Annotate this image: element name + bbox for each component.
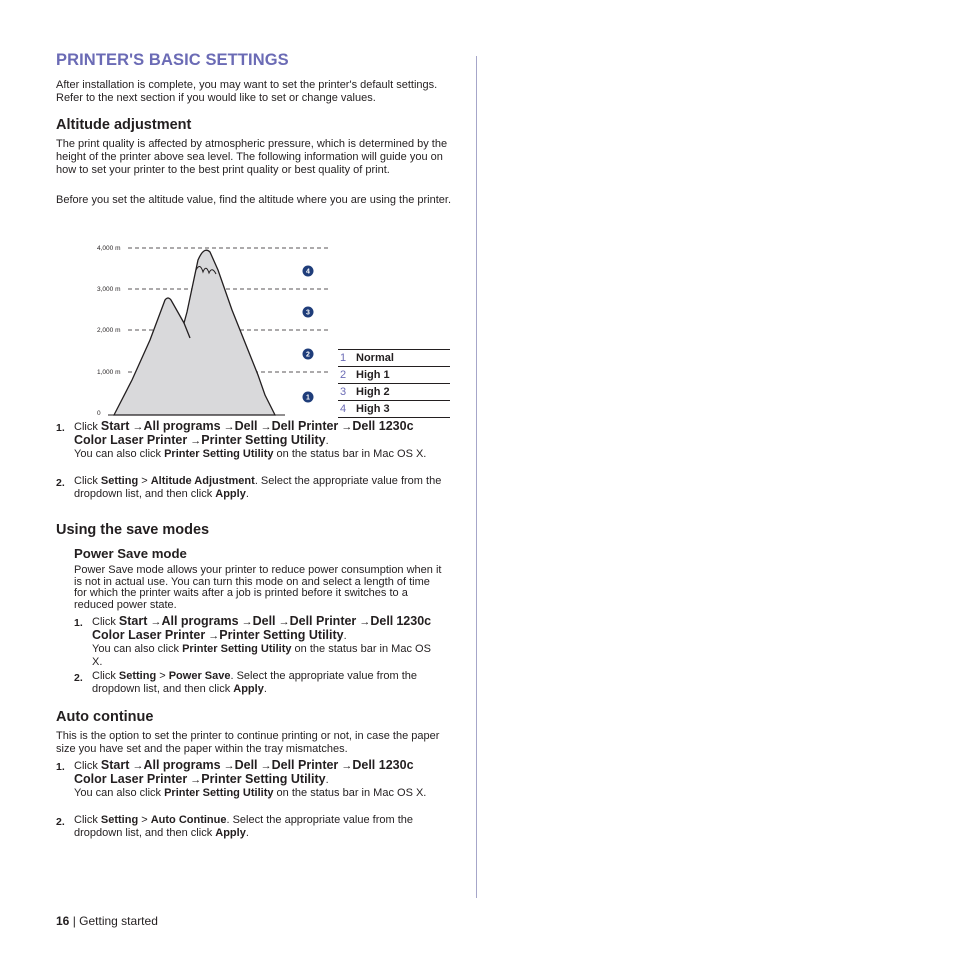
auto-continue-step-1: Click Start →All programs →Dell →Dell Printer →Dell 1230c Color Laser Printer →Printer Setting Utility. You can also click Printer Setting Utility on the status bar in Mac OS X. bbox=[74, 758, 427, 799]
axis-label-1000: 1,000 m bbox=[97, 369, 121, 376]
column-divider bbox=[476, 56, 477, 898]
step-number: 2. bbox=[56, 816, 65, 828]
step-number: 1. bbox=[56, 422, 65, 434]
step-number: 1. bbox=[56, 761, 65, 773]
altitude-paragraph-2: Before you set the altitude value, find the altitude where you are using the printer. bbox=[56, 194, 452, 206]
altitude-step-2: Click Setting > Altitude Adjustment. Select the appropriate value from the dropdown list, and then click Apply. bbox=[74, 475, 442, 500]
altitude-legend bbox=[338, 349, 450, 418]
save-modes-heading: Using the save modes bbox=[56, 522, 210, 538]
legend-row: 4 High 3 bbox=[338, 401, 450, 418]
axis-label-2000: 2,000 m bbox=[97, 327, 121, 334]
step-number: 1. bbox=[74, 617, 83, 629]
auto-continue-heading: Auto continue bbox=[56, 709, 154, 725]
marker-3-label: 3 bbox=[306, 309, 310, 317]
step-number: 2. bbox=[74, 672, 83, 684]
intro-paragraph: After installation is complete, you may want to set the printer's default settings. Refer to the next section if you would like to set or change values. bbox=[56, 79, 438, 104]
marker-4-label: 4 bbox=[306, 268, 310, 276]
power-save-step-1: Click Start →All programs →Dell →Dell Printer →Dell 1230c Color Laser Printer →Printer Setting Utility. You can also click Printer Setting Utility on the status bar in Mac OS X. bbox=[92, 614, 432, 668]
power-save-step-2: Click Setting > Power Save. Select the appropriate value from the dropdown list, and then click Apply. bbox=[92, 670, 417, 695]
axis-label-3000: 3,000 m bbox=[97, 286, 121, 293]
axis-label-4000: 4,000 m bbox=[97, 245, 121, 252]
legend-row: 1 Normal bbox=[338, 350, 450, 367]
page-title: PRINTER'S BASIC SETTINGS bbox=[56, 51, 289, 69]
step-number: 2. bbox=[56, 477, 65, 489]
auto-continue-step-2: Click Setting > Auto Continue. Select the appropriate value from the dropdown list, and then click Apply. bbox=[74, 814, 413, 839]
axis-label-0: 0 bbox=[97, 410, 101, 417]
altitude-paragraph-1: The print quality is affected by atmospheric pressure, which is determined by the height of the printer above sea level. The following information will guide you on how to set your printer to the best print quality or best quality of print. bbox=[56, 138, 448, 176]
auto-continue-paragraph: This is the option to set the printer to continue printing or not, in case the paper size you have set and the paper within the tray mismatches. bbox=[56, 730, 440, 755]
marker-2-label: 2 bbox=[306, 351, 310, 359]
power-save-heading: Power Save mode bbox=[74, 546, 187, 561]
legend-row: 2 High 1 bbox=[338, 367, 450, 384]
marker-1-label: 1 bbox=[306, 394, 310, 402]
page-number: 16 bbox=[56, 914, 70, 928]
footer-section: Getting started bbox=[79, 914, 158, 928]
altitude-step-1: Click Start →All programs →Dell →Dell Printer →Dell 1230c Color Laser Printer →Printer Setting Utility. You can also click Printer Setting Utility on the status bar in Mac OS X. bbox=[74, 419, 427, 460]
footer-separator: | bbox=[69, 914, 80, 928]
altitude-heading: Altitude adjustment bbox=[56, 117, 192, 133]
page-footer bbox=[56, 914, 158, 928]
mountain-shape bbox=[114, 250, 275, 415]
legend-row: 3 High 2 bbox=[338, 384, 450, 401]
power-save-paragraph: Power Save mode allows your printer to reduce power consumption when it is not in actual use. You can turn this mode on and select a length of time for which the printer waits after a job is printed before it switches to a reduced power state. bbox=[74, 564, 442, 612]
